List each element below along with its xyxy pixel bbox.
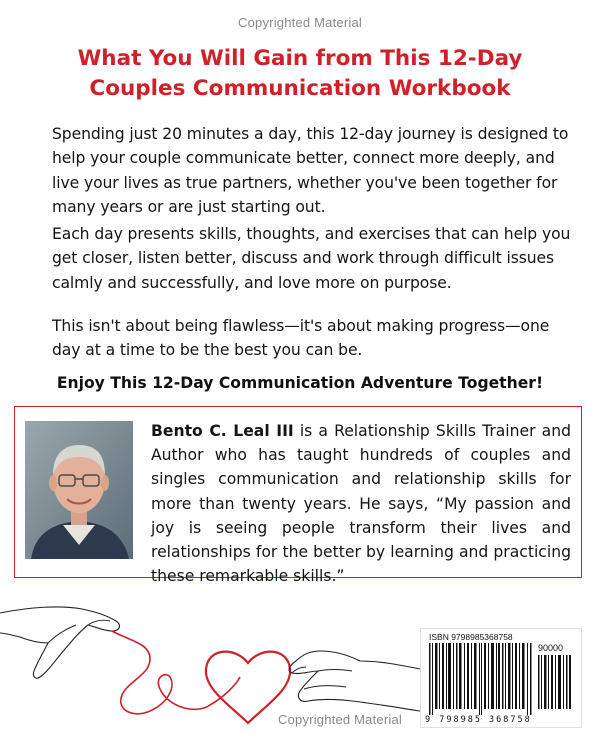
author-bio (151, 419, 571, 588)
author-bio-box (14, 406, 582, 586)
author-photo (25, 421, 133, 559)
tagline: Enjoy This 12-Day Communication Adventure Together! (56, 374, 544, 392)
title-line-2: Couples Communication Workbook (89, 76, 511, 101)
price-code: 90000 (538, 643, 564, 653)
author-name: Bento C. Leal III (151, 422, 294, 440)
progress-paragraph: This isn't about being flawless—it's about making progress—one day at a time to be the best you can be. (52, 317, 550, 360)
isbn-label: ISBN 9798985368758 (429, 632, 513, 642)
intro-paragraph: Spending just 20 minutes a day, this 12-day journey is designed to help your couple communicate better, connect more deeply, and live your lives as true partners, whether you've been together for many years or are just starting out. (52, 125, 569, 217)
left-hand (0, 607, 119, 678)
right-hand (289, 651, 420, 711)
isbn-digits: 9 798985 368758 (425, 715, 532, 725)
author-bio-text: is a Relationship Skills Trainer and Author who has taught hundreds of couples and singles communication and relationship skills for more than twenty years. He says, “My passion and joy is seeing people transform their lives and relationships for the better by learning and practicing these remarkable skills.” (151, 422, 571, 586)
copyright-watermark-bottom: Copyrighted Material (278, 712, 402, 727)
barcode-bars (429, 643, 533, 715)
red-thread (112, 631, 210, 714)
benefits-paragraph: Each day presents skills, thoughts, and exercises that can help you get closer, listen better, discuss and work through difficult issues calmly and successfully, and love more on purpose. (52, 225, 571, 292)
price-bars (538, 655, 574, 709)
title-line-1: What You Will Gain from This 12-Day (77, 46, 523, 71)
page-title (20, 44, 580, 104)
copyright-watermark-top: Copyrighted Material (238, 15, 362, 30)
